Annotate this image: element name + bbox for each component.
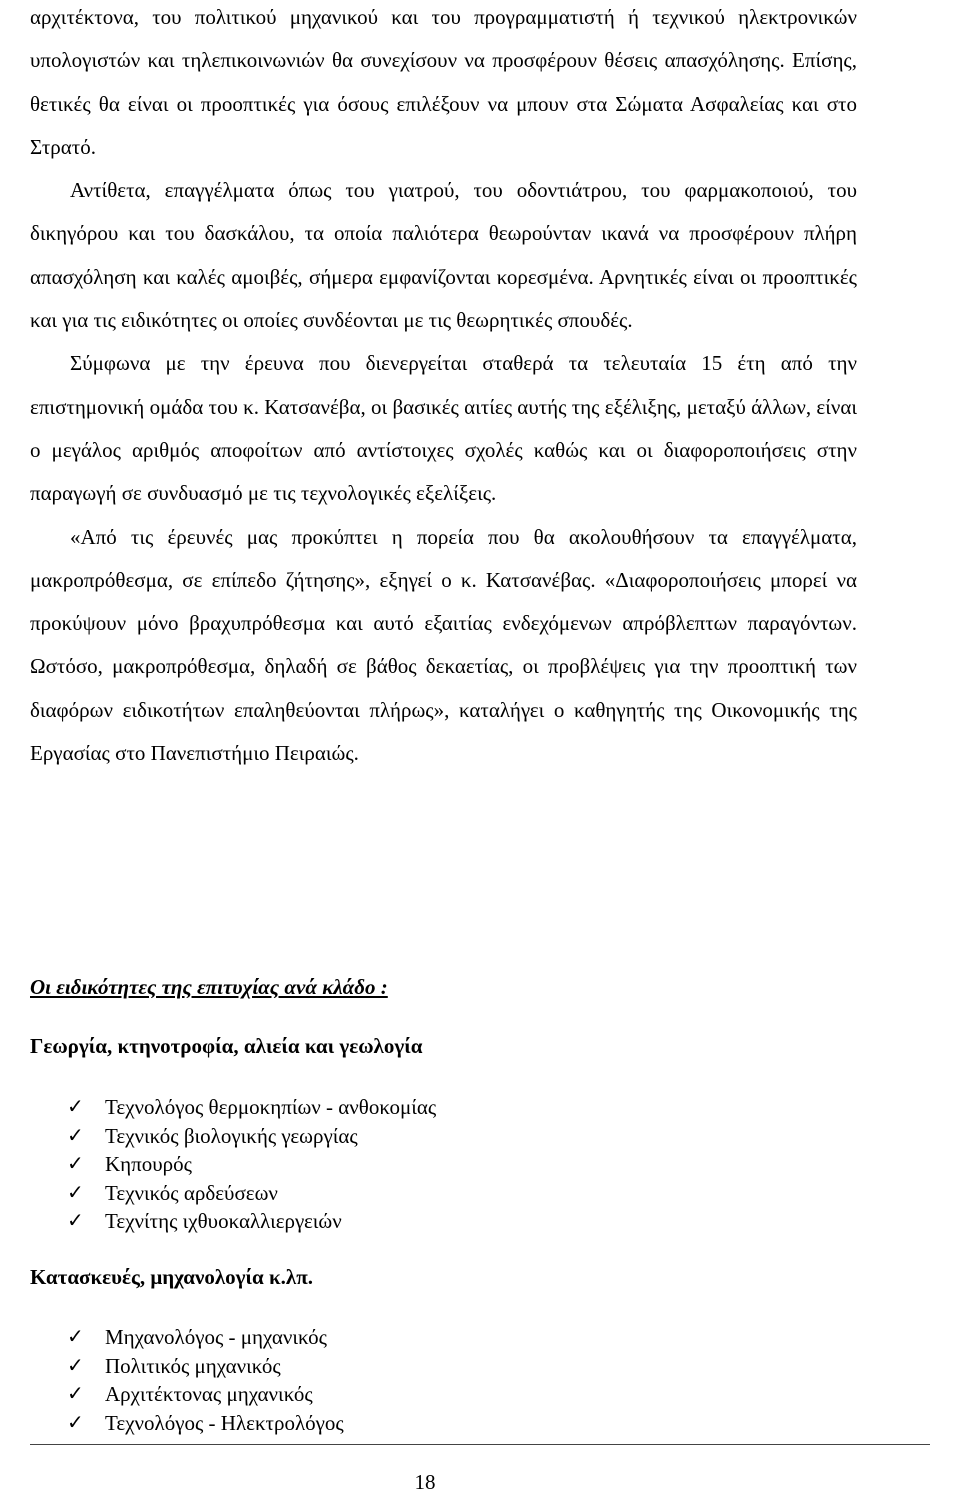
paragraph-4: «Από τις έρευνές μας προκύπτει η πορεία που θα ακολουθήσουν τα επαγγέλματα, μακροπρόθεσμα, σε επίπεδο ζήτησης», εξηγεί ο κ. Κατσανέβας. «Διαφοροποιήσεις μπορεί να προκύψουν μόνο βραχυπρόθεσμα και αυτό εξαιτίας ενδεχόμενων απρόβλεπτων παραγόντων. Ωστόσο, μακροπρόθεσμα, δηλαδή σε βάθος δεκαετίας, οι προβλέψεις για την προοπτική των διαφόρων ειδικοτήτων επαληθεύονται πλήρως», καταλήγει ο καθηγητής της Οικονομικής της Εργασίας στο Πανεπιστήμιο Πειραιώς. <box>30 524 857 766</box>
checkmark-icon: ✓ <box>67 1181 84 1204</box>
checkmark-icon: ✓ <box>67 1326 84 1349</box>
list-item-label: Πολιτικός μηχανικός <box>105 1353 281 1378</box>
paragraph-1: αρχιτέκτονα, του πολιτικού μηχανικού και του προγραμματιστή ή τεχνικού ηλεκτρονικών υπολογιστών και τηλεπικοινωνιών θα συνεχίσουν να προσφέρουν θέσεις απασχόλησης. Επίσης, θετικές θα είναι οι προοπτικές για όσους επιλέξουν να μπουν στα Σώματα Ασφαλείας και στο Στρατό. <box>30 5 857 159</box>
list-item <box>67 1122 436 1151</box>
checkmark-icon: ✓ <box>67 1153 84 1176</box>
list-item <box>67 1150 436 1179</box>
checklist-agriculture <box>67 1093 436 1236</box>
paragraph-2: Αντίθετα, επαγγέλματα όπως του γιατρού, του οδοντιάτρου, του φαρμακοποιού, του δικηγόρου και του δασκάλου, τα οποία παλιότερα θεωρούνταν ικανά να προσφέρουν πλήρη απασχόληση και καλές αμοιβές, σήμερα εμφανίζονται κορεσμένα. Αρνητικές είναι οι προοπτικές και για τις ειδικότητες οι οποίες συνδέονται με τις θεωρητικές σπουδές. <box>30 178 857 333</box>
list-item-label: Αρχιτέκτονας μηχανικός <box>105 1382 313 1406</box>
paragraph-3: Σύμφωνα με την έρευνα που διενεργείται σταθερά τα τελευταία 15 έτη από την επιστημονική ομάδα του κ. Κατσανέβα, οι βασικές αιτίες αυτής της εξέλιξης, μεταξύ άλλων, είναι ο μεγάλος αριθμός αποφοίτων από αντίστοιχες σχολές καθώς και οι διαφοροποιήσεις στην παραγωγή σε συνδυασμό με τις τεχνολογικές εξελίξεις. <box>30 351 857 506</box>
list-item-label: Τεχνικός βιολογικής γεωργίας <box>105 1123 358 1148</box>
list-item <box>67 1380 344 1409</box>
document-page <box>30 0 857 1435</box>
list-item <box>67 1352 344 1381</box>
checkmark-icon: ✓ <box>67 1354 84 1377</box>
checkmark-icon: ✓ <box>67 1210 84 1233</box>
checkmark-icon: ✓ <box>67 1096 84 1119</box>
checkmark-icon: ✓ <box>67 1383 84 1406</box>
list-item <box>67 1323 344 1352</box>
list-item <box>67 1179 436 1208</box>
section-title: Οι ειδικότητες της επιτυχίας ανά κλάδο : <box>30 975 388 999</box>
list-item <box>67 1093 436 1122</box>
list-item-label: Τεχνίτης ιχθυοκαλλιεργειών <box>105 1209 342 1233</box>
list-item-label: Τεχνολόγος θερμοκηπίων - ανθοκομίας <box>105 1095 437 1119</box>
list-item-label: Κηπουρός <box>105 1152 192 1176</box>
checkmark-icon: ✓ <box>67 1411 84 1434</box>
page-number: 18 <box>414 1470 436 1494</box>
list-item-label: Τεχνολόγος - Ηλεκτρολόγος <box>105 1410 344 1435</box>
footer-divider <box>30 1444 930 1445</box>
list-item <box>67 1207 436 1236</box>
list-item <box>67 1409 344 1438</box>
group-title-agriculture: Γεωργία, κτηνοτροφία, αλιεία και γεωλογία <box>30 1034 423 1058</box>
checklist-construction <box>67 1323 344 1437</box>
group-title-construction: Κατασκευές, μηχανολογία κ.λπ. <box>30 1265 313 1289</box>
checkmark-icon: ✓ <box>67 1124 84 1147</box>
list-item-label: Μηχανολόγος - μηχανικός <box>105 1325 327 1349</box>
list-item-label: Τεχνικός αρδεύσεων <box>105 1180 278 1205</box>
